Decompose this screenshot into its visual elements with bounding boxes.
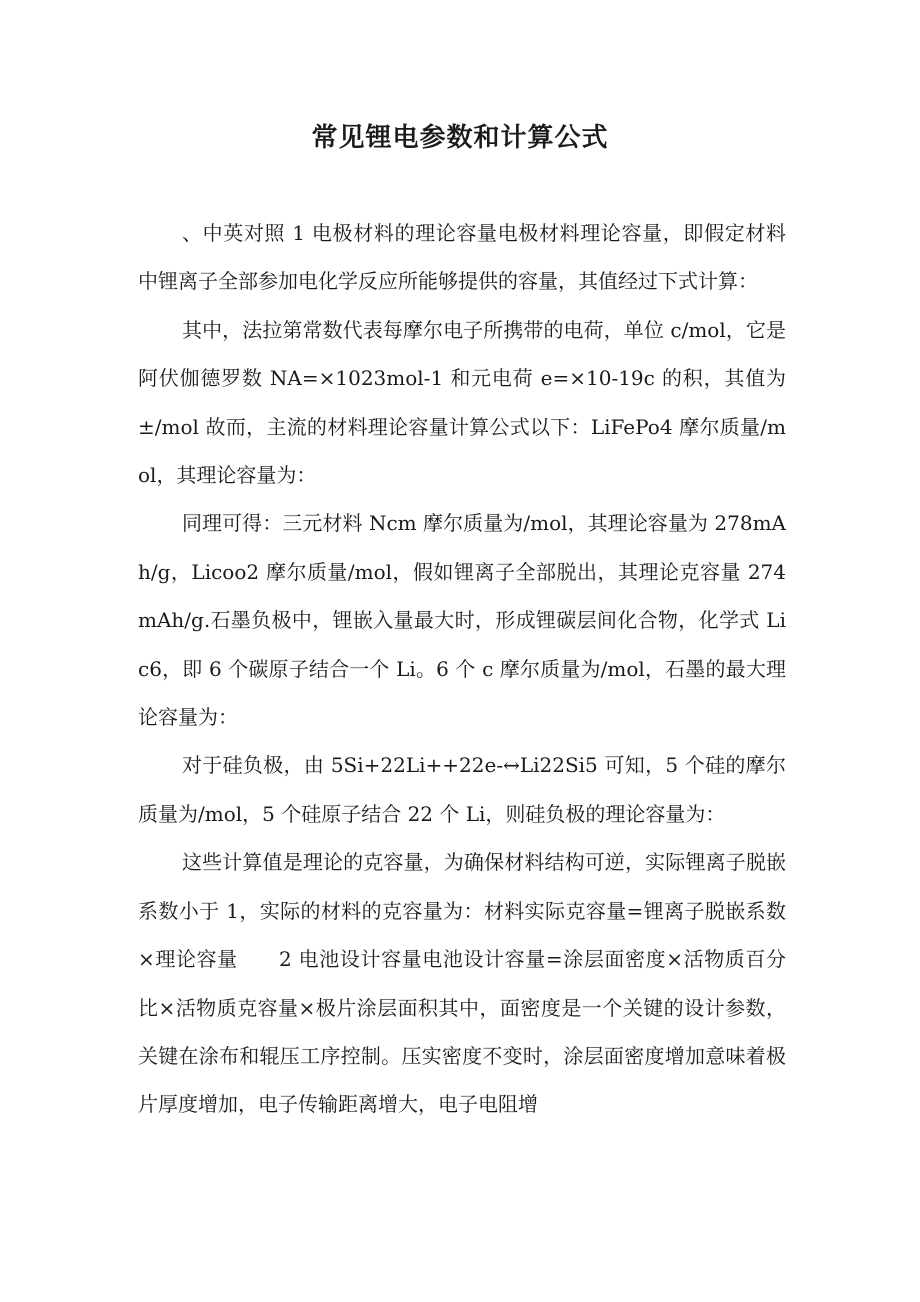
- paragraph-design-capacity: 这些计算值是理论的克容量，为确保材料结构可逆，实际锂离子脱嵌系数小于 1，实际的材料的克容量为：材料实际克容量=锂离子脱嵌系数×理论容量 2 电池设计容量电池设计容量=涂层面密度×活物质百分比×活物质克容量×极片涂层面积其中，面密度是一个关键的设计参数，关键在涂布和辊压工序控制。压实密度不变时，涂层面密度增加意味着极片厚度增加，电子传输距离增大，电子电阻增: [138, 850, 786, 1117]
- paragraph-silicon: 对于硅负极，由 5Si+22Li++22e-↔Li22Si5 可知，5 个硅的摩尔质量为/mol，5 个硅原子结合 22 个 Li，则硅负极的理论容量为：: [138, 753, 786, 826]
- paragraph-ncm-graphite: 同理可得：三元材料 Ncm 摩尔质量为/mol，其理论容量为 278mAh/g，Licoo2 摩尔质量/mol，假如锂离子全部脱出，其理论克容量 274mAh/g.石墨负极中，锂嵌入量最大时，形成锂碳层间化合物，化学式 Lic6，即 6 个碳原子结合一个 Li。6 个 c 摩尔质量为/mol，石墨的最大理论容量为：: [138, 511, 786, 730]
- paragraph-intro: 、中英对照 1 电极材料的理论容量电极材料理论容量，即假定材料中锂离子全部参加电化学反应所能够提供的容量，其值经过下式计算：: [138, 221, 786, 294]
- document-title: 常见锂电参数和计算公式: [311, 123, 609, 153]
- document-body: [138, 209, 786, 1129]
- paragraph-faraday: 其中，法拉第常数代表每摩尔电子所携带的电荷，单位 c/mol，它是阿伏伽德罗数 NA=×1023mol-1 和元电荷 e=×10-19c 的积，其值为±/mol 故而，主流的材料理论容量计算公式以下：LiFePo4 摩尔质量/mol，其理论容量为：: [138, 317, 786, 488]
